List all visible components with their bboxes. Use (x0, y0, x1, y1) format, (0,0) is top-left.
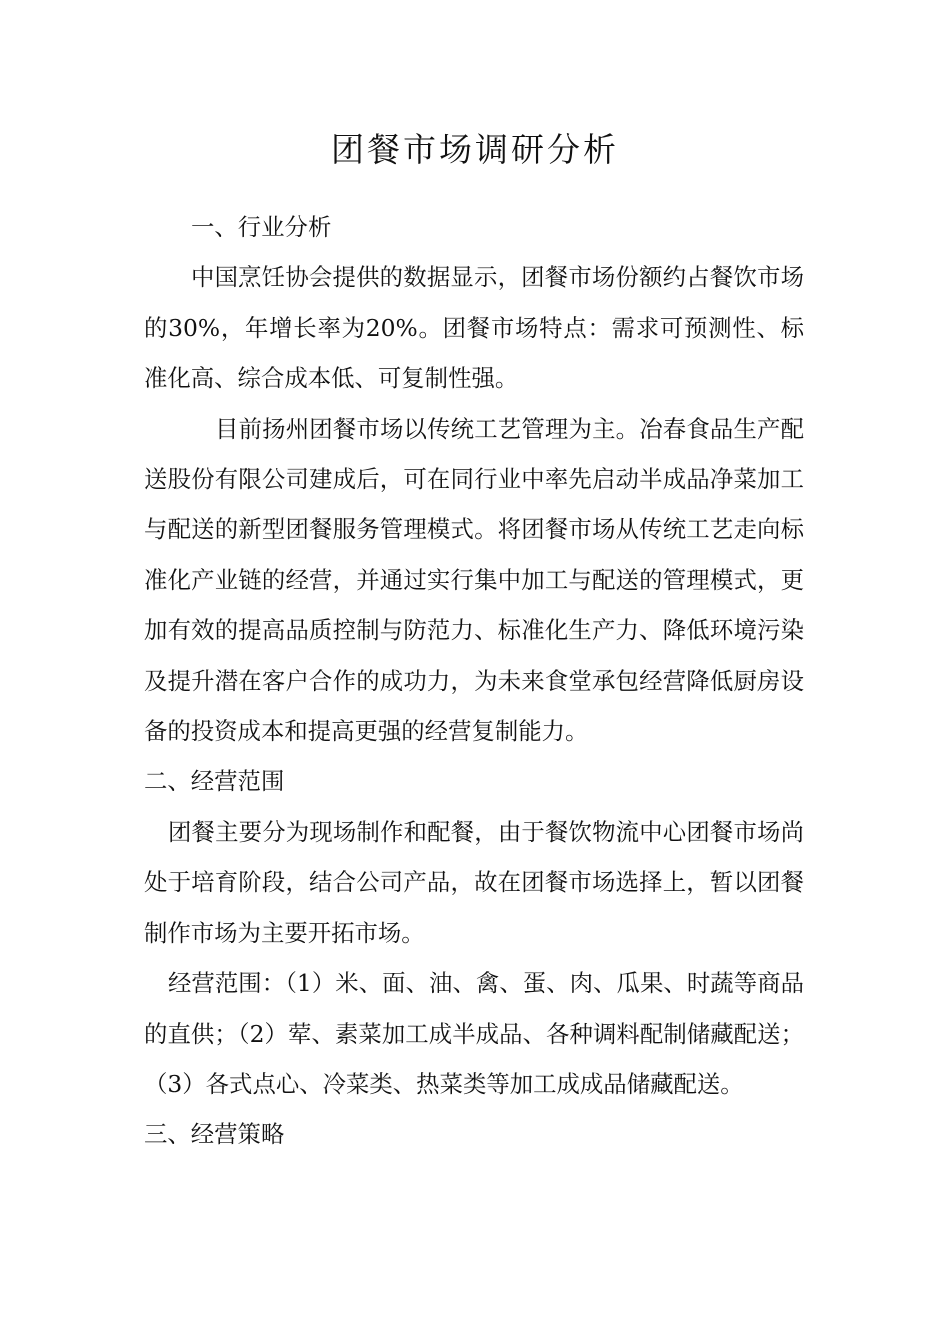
paragraph-yangzhou-market: 目前扬州团餐市场以传统工艺管理为主。冶春食品生产配送股份有限公司建成后，可在同行业中率先启动半成品净菜加工与配送的新型团餐服务管理模式。将团餐市场从传统工艺走向标准化产业链的经营，并通过实行集中加工与配送的管理模式，更加有效的提高品质控制与防范力、标准化生产力、降低环境污染及提升潜在客户合作的成功力，为未来食堂承包经营降低厨房设备的投资成本和提高更强的经营复制能力。 (144, 414, 804, 746)
section-heading-business-scope: 二、经营范围 (144, 767, 285, 796)
document-body (144, 202, 804, 1160)
document-title: 团餐市场调研分析 (331, 130, 619, 169)
section-heading-industry-analysis: 一、行业分析 (191, 213, 332, 241)
paragraph-market-data: 中国烹饪协会提供的数据显示，团餐市场份额约占餐饮市场的30%，年增长率为20%。团餐市场特点：需求可预测性、标准化高、综合成本低、可复制性强。 (144, 263, 804, 393)
paragraph-catering-types: 团餐主要分为现场制作和配餐，由于餐饮物流中心团餐市场尚处于培育阶段，结合公司产品，故在团餐市场选择上，暂以团餐制作市场为主要开拓市场。 (144, 817, 804, 947)
paragraph-scope-list: 经营范围：（1）米、面、油、禽、蛋、肉、瓜果、时蔬等商品的直供；（2）荤、素菜加工成半成品、各种调料配制储藏配送；（3）各式点心、冷菜类、热菜类等加工成成品储藏配送。 (144, 969, 804, 1098)
section-heading-business-strategy: 三、经营策略 (144, 1120, 285, 1149)
